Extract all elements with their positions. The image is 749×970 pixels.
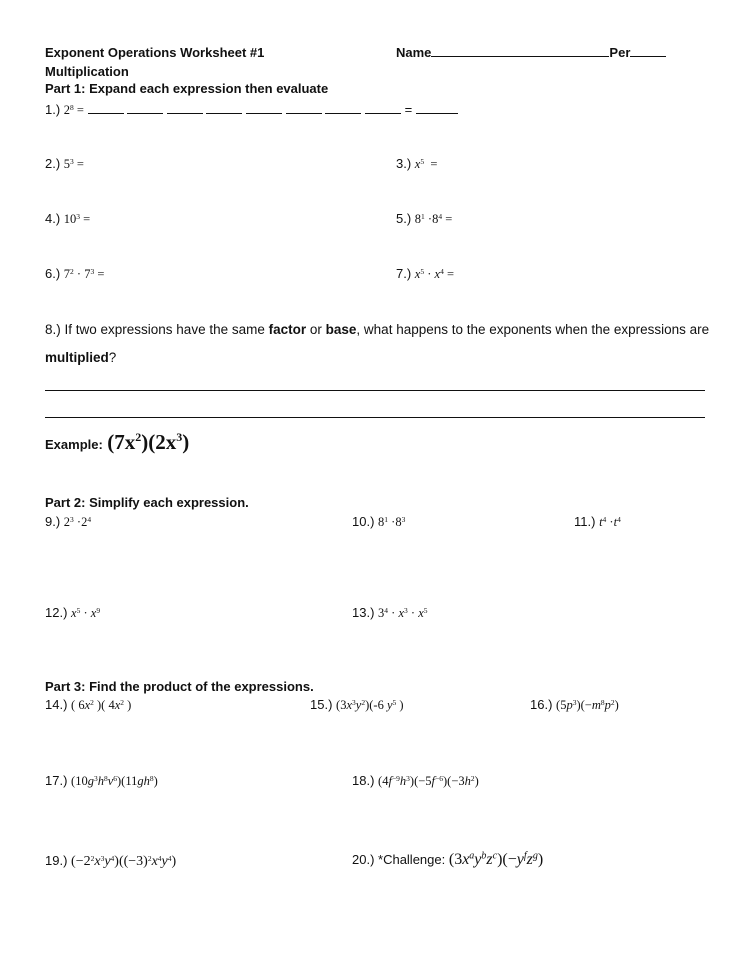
- question-1-label: 1.): [45, 102, 61, 117]
- answer-blank[interactable]: [88, 102, 124, 114]
- question-5: [396, 211, 452, 227]
- answer-blank[interactable]: [246, 102, 282, 114]
- question-20: [352, 851, 543, 869]
- question-17-label: 17.): [45, 773, 68, 788]
- name-blank[interactable]: [431, 45, 609, 57]
- name-label: Name: [396, 45, 432, 60]
- question-19: [45, 853, 176, 870]
- per-label: Per: [609, 45, 631, 60]
- question-17-expression: $(10g^3h^8v^6)(11gh^8)$: [71, 773, 158, 788]
- answer-blank[interactable]: [167, 102, 203, 114]
- question-2-label: 2.): [45, 156, 61, 171]
- example: [45, 430, 189, 455]
- part2-heading: Part 2: Simplify each expression.: [45, 495, 249, 510]
- question-1: [45, 102, 458, 118]
- answer-blank[interactable]: [127, 102, 163, 114]
- question-7-expression: $x^5 \cdot x^4$ =: [414, 266, 455, 281]
- question-11: [574, 514, 621, 530]
- question-14-expression: ( $6x^2$ )( $4x^2$ ): [71, 697, 132, 712]
- question-19-label: 19.): [45, 853, 68, 868]
- question-8-text: , what happens to the exponents when the expressions are: [356, 322, 710, 337]
- keyword-factor: factor: [268, 322, 307, 337]
- answer-blank[interactable]: [325, 102, 361, 114]
- question-1-expression: $2^8$ =: [63, 102, 84, 117]
- question-11-label: 11.): [574, 514, 596, 529]
- example-label: Example:: [45, 437, 103, 452]
- question-4-label: 4.): [45, 211, 61, 226]
- name-field[interactable]: [396, 45, 666, 60]
- question-12-expression: $x^5 \cdot x^9$: [71, 605, 101, 620]
- question-18: [352, 773, 479, 789]
- question-10: [352, 514, 405, 530]
- part1-heading: Part 1: Expand each expression then evaluate: [45, 81, 329, 96]
- question-20-expression: $(3x^ay^bz^c)(-y^fz^g)$: [448, 850, 544, 868]
- question-9-label: 9.): [45, 514, 61, 529]
- worksheet-subtitle: Multiplication: [45, 64, 129, 79]
- question-16: [530, 697, 619, 713]
- question-20-label: 20.) *Challenge:: [352, 852, 446, 867]
- answer-blank[interactable]: [365, 102, 401, 114]
- question-14-label: 14.): [45, 697, 68, 712]
- question-6-expression: $7^2 \cdot 7^3$ =: [63, 266, 105, 281]
- question-15-expression: $(3x^3y^2)(-6$ $y^5$ ): [336, 697, 404, 712]
- question-8-text: or: [306, 322, 326, 337]
- answer-blank[interactable]: [416, 102, 458, 114]
- answer-blank[interactable]: [206, 102, 242, 114]
- question-9: [45, 514, 91, 530]
- question-5-expression: $8^1 \cdot 8^4$ =: [414, 211, 453, 226]
- question-8-text: 8.) If two expressions have the same: [45, 322, 269, 337]
- question-13: [352, 605, 428, 621]
- per-blank[interactable]: [630, 45, 666, 57]
- question-10-expression: $8^1 \cdot 8^3$: [378, 514, 406, 529]
- question-4-expression: $10^3$ =: [63, 211, 91, 226]
- answer-line[interactable]: [45, 417, 705, 418]
- question-8: [45, 316, 715, 372]
- question-15: [310, 697, 404, 713]
- answer-line[interactable]: [45, 390, 705, 391]
- question-10-label: 10.): [352, 514, 375, 529]
- part3-heading: Part 3: Find the product of the expressions.: [45, 679, 314, 694]
- question-11-expression: $t^4 \cdot t^4$: [599, 514, 621, 529]
- equals-sign: =: [404, 102, 413, 117]
- question-7-label: 7.): [396, 266, 412, 281]
- question-13-expression: $3^4 \cdot x^3 \cdot x^5$: [378, 605, 428, 620]
- question-5-label: 5.): [396, 211, 412, 226]
- worksheet-title: Exponent Operations Worksheet #1: [45, 45, 265, 60]
- question-7: [396, 266, 454, 282]
- question-6-label: 6.): [45, 266, 61, 281]
- question-3-label: 3.): [396, 156, 412, 171]
- answer-blank[interactable]: [286, 102, 322, 114]
- question-13-label: 13.): [352, 605, 375, 620]
- example-expression: $(7x^2)(2x^3)$: [107, 430, 190, 454]
- question-2: [45, 156, 84, 172]
- question-16-expression: $(5p^3)(-m^8p^2)$: [556, 697, 619, 712]
- question-9-expression: $2^3 \cdot 2^4$: [63, 514, 92, 529]
- question-15-label: 15.): [310, 697, 333, 712]
- question-18-expression: $(4f^{-9}h^3)(-5f^{-6})(-3h^2)$: [378, 773, 479, 788]
- keyword-base: base: [325, 322, 357, 337]
- question-12-label: 12.): [45, 605, 68, 620]
- question-3: [396, 156, 437, 172]
- question-3-expression: $x^5$ =: [414, 156, 438, 171]
- keyword-multiplied: multiplied: [45, 350, 109, 365]
- question-17: [45, 773, 158, 789]
- question-16-label: 16.): [530, 697, 553, 712]
- question-14: [45, 697, 131, 713]
- question-19-expression: $(-2^2x^3y^4)((-3)^2x^4y^4)$: [71, 853, 177, 869]
- question-2-expression: $5^3$ =: [63, 156, 84, 171]
- question-4: [45, 211, 90, 227]
- question-8-text: ?: [108, 350, 117, 365]
- question-18-label: 18.): [352, 773, 375, 788]
- question-6: [45, 266, 104, 282]
- question-12: [45, 605, 100, 621]
